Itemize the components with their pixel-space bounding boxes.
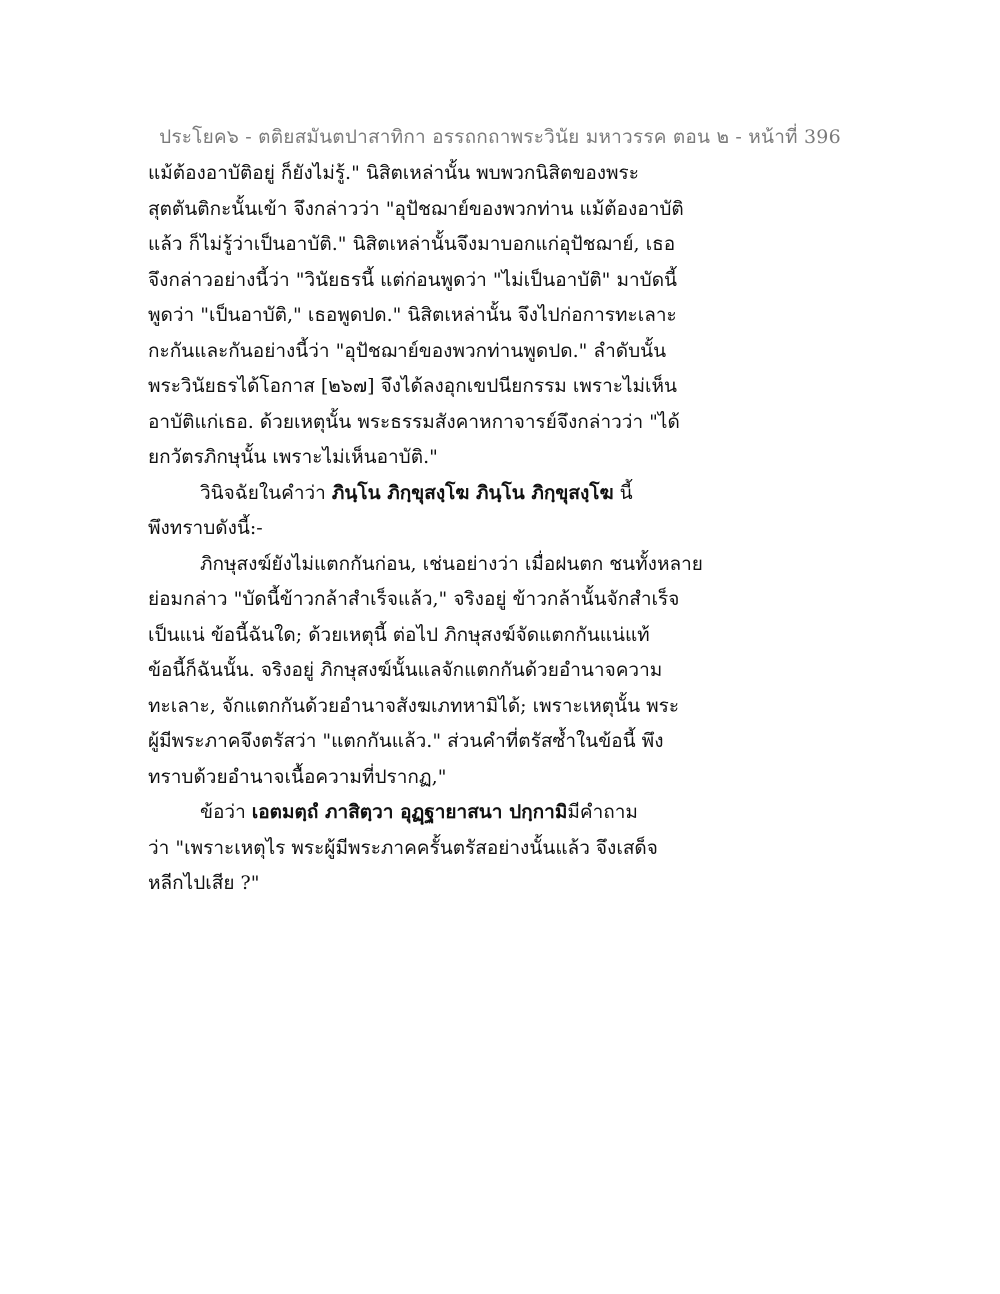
text-line: ทะเลาะ, จักแตกกันด้วยอำนาจสังฆเภทหามิได้; เพราะเหตุนั้น พระ <box>148 694 680 717</box>
paragraph-start-line: ภิกษุสงฆ์ยังไม่แตกกันก่อน, เช่นอย่างว่า เมื่อฝนตก ชนทั้งหลาย <box>200 552 703 575</box>
text-line: อาบัติแก่เธอ. ด้วยเหตุนั้น พระธรรมสังคาหกาจารย์จึงกล่าวว่า "ได้ <box>148 410 680 433</box>
page-header: ประโยค๖ - ตติยสมันตปาสาทิกา อรรถกถาพระวินัย มหาวรรค ตอน ๒ - หน้าที่ 396 <box>159 126 841 148</box>
text-span: วินิจฉัยในคำว่า <box>200 481 332 504</box>
text-line: ผู้มีพระภาคจึงตรัสว่า "แตกกันแล้ว." ส่วนคำที่ตรัสซ้ำในข้อนี้ พึง <box>148 730 664 752</box>
text-line: หลีกไปเสีย ?" <box>148 872 260 894</box>
text-line: ว่า "เพราะเหตุไร พระผู้มีพระภาคครั้นตรัสอย่างนั้นแล้ว จึงเสด็จ <box>148 836 658 859</box>
paragraph-start-line <box>148 476 708 512</box>
text-line: แม้ต้องอาบัติอยู่ ก็ยังไม่รู้." นิสิตเหล่านั้น พบพวกนิสิตของพระ <box>148 162 639 184</box>
text-line: พระวินัยธรได้โอกาส [๒๖๗] จึงได้ลงอุกเขปนียกรรม เพราะไม่เห็น <box>148 375 678 397</box>
text-line: ทราบด้วยอำนาจเนื้อความที่ปรากฏ," <box>148 765 447 788</box>
text-line: ข้อนี้ก็ฉันนั้น. จริงอยู่ ภิกษุสงฆ์นั้นแลจักแตกกันด้วยอำนาจความ <box>148 659 663 681</box>
text-line: แล้ว ก็ไม่รู้ว่าเป็นอาบัติ." นิสิตเหล่านั้นจึงมาบอกแก่อุปัชฌาย์, เธอ <box>148 233 676 255</box>
text-line: กะกันและกันอย่างนี้ว่า "อุปัชฌาย์ของพวกท่านพูดปด." ลำดับนั้น <box>148 339 667 362</box>
text-line: จึงกล่าวอย่างนี้ว่า "วินัยธรนี้ แต่ก่อนพูดว่า "ไม่เป็นอาบัติ" มาบัดนี้ <box>148 268 678 291</box>
text-line: พึงทราบดังนี้:- <box>148 517 263 539</box>
text-line: เป็นแน่ ข้อนี้ฉันใด; ด้วยเหตุนี้ ต่อไป ภิกษุสงฆ์จัดแตกกันแน่แท้ <box>148 623 650 646</box>
text-span: มีคำถาม <box>567 801 638 823</box>
text-line: สุตตันติกะนั้นเข้า จึงกล่าวว่า "อุปัชฌาย์ของพวกท่าน แม้ต้องอาบัติ <box>148 197 684 220</box>
paragraph-start-line <box>148 795 708 831</box>
text-span: นี้ <box>613 481 633 504</box>
pali-term: ภินฺโน ภิกฺขุสงฺโฆ ภินฺโน ภิกฺขุสงฺโฆ <box>331 481 614 504</box>
pali-term: เอตมตฺถํ ภาสิตฺวา อุฏฺฐายาสนา ปกฺกามิ <box>251 801 568 823</box>
text-line: ย่อมกล่าว "บัดนี้ข้าวกล้าสำเร็จแล้ว," จริงอยู่ ข้าวกล้านั้นจักสำเร็จ <box>148 588 680 610</box>
text-line: ยกวัตรภิกษุนั้น เพราะไม่เห็นอาบัติ." <box>148 446 438 468</box>
body-text <box>148 156 708 902</box>
text-span: ข้อว่า <box>200 801 252 823</box>
text-line: พูดว่า "เป็นอาบัติ," เธอพูดปด." นิสิตเหล่านั้น จึงไปก่อการทะเลาะ <box>148 304 677 326</box>
